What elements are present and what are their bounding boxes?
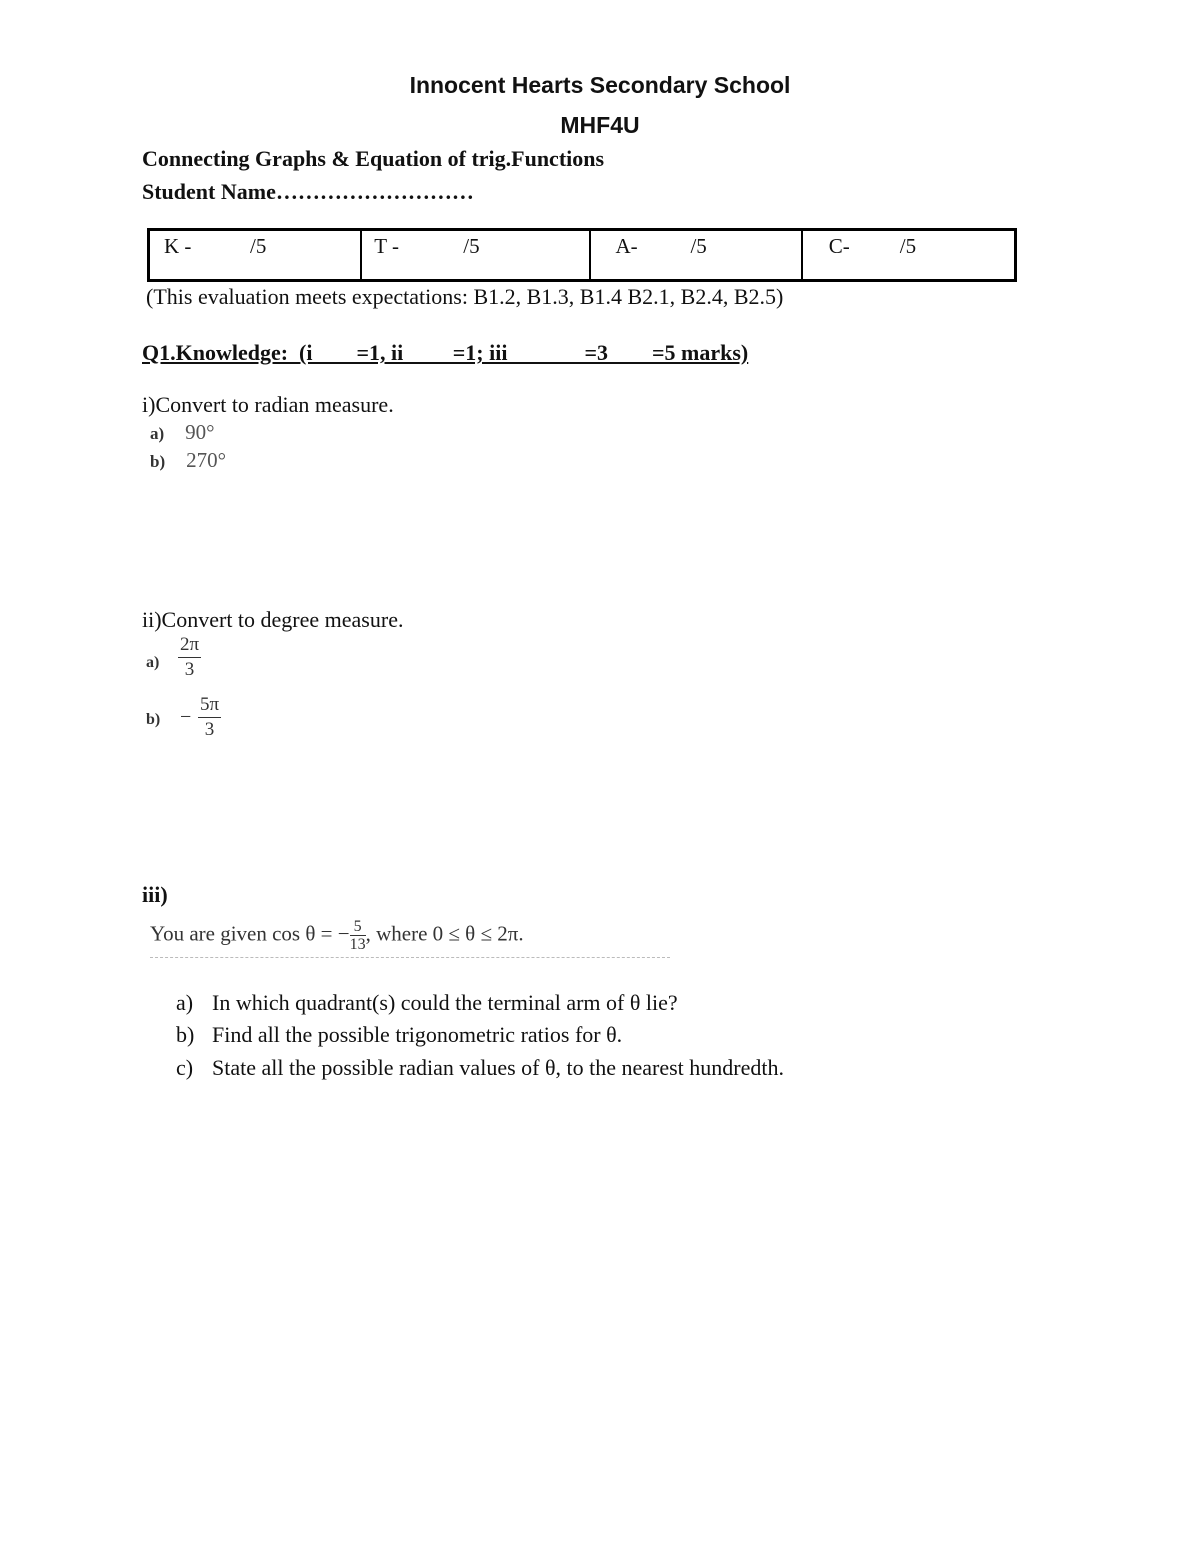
fraction-numerator: 5π [200, 694, 220, 715]
degree-value: 90° [185, 420, 215, 444]
minus-sign: − [180, 706, 192, 728]
given-prefix: You are given cos θ = − [150, 921, 350, 946]
question-a [176, 990, 678, 1016]
worksheet-title: Connecting Graphs & Equation of trig.Functions [142, 146, 605, 171]
fraction-bar [178, 657, 201, 658]
part-i-item-b [150, 448, 226, 473]
item-letter: a) [150, 424, 165, 443]
rubric-mark: /5 [899, 234, 917, 258]
q1-heading: Q1.Knowledge: (i =1, ii =1; iii =3 =5 marks) [142, 340, 749, 365]
given-fraction [350, 918, 366, 953]
part-iii-heading: iii) [142, 882, 168, 907]
rubric-cell-thinking [362, 231, 591, 279]
question-text: State all the possible radian values of θ, to the nearest hundredth. [212, 1055, 784, 1080]
degree-value: 270° [186, 448, 227, 472]
question-b [176, 1022, 622, 1048]
fraction-numerator: 5 [353, 918, 362, 935]
fraction-denominator: 3 [204, 719, 215, 740]
question-c [176, 1055, 784, 1081]
rubric-label: A- [615, 234, 638, 258]
question-text: In which quadrant(s) could the terminal arm of θ lie? [212, 990, 678, 1015]
fraction-denominator: 3 [184, 659, 195, 680]
question-letter: b) [176, 1022, 195, 1047]
part-ii-fraction-a [178, 634, 201, 681]
rubric-cell-communication [803, 231, 1014, 279]
question-text: Find all the possible trigonometric ratios for θ. [212, 1022, 623, 1047]
rubric-label: K - [164, 234, 192, 258]
fraction-numerator: 2π [180, 634, 200, 655]
item-letter: b) [146, 711, 161, 728]
rubric-mark: /5 [690, 234, 707, 258]
part-i-heading: i)Convert to radian measure. [142, 392, 394, 417]
rubric-cell-application [591, 231, 802, 279]
rubric-label: C- [828, 234, 850, 258]
clipped-line-divider [150, 957, 670, 958]
question-letter: c) [176, 1055, 194, 1080]
rubric-cell-knowledge [150, 231, 362, 279]
item-letter: b) [150, 452, 166, 471]
part-ii-fraction-b [198, 694, 221, 741]
rubric-mark: /5 [250, 234, 267, 258]
given-suffix: , where 0 ≤ θ ≤ 2π. [365, 921, 524, 946]
part-ii-heading: ii)Convert to degree measure. [142, 607, 404, 632]
fraction-denominator: 13 [349, 936, 366, 953]
fraction-bar [198, 717, 221, 718]
item-letter: a) [146, 654, 160, 671]
student-name-line: Student Name……………………… [142, 179, 474, 204]
rubric-mark: /5 [463, 234, 480, 258]
rubric-label: T - [374, 234, 399, 258]
part-i-item-a [150, 420, 215, 445]
rubric-table [147, 228, 1017, 282]
school-name: Innocent Hearts Secondary School [409, 72, 791, 98]
expectations-note: (This evaluation meets expectations: B1.2, B1.3, B1.4 B2.1, B2.4, B2.5) [146, 284, 784, 309]
course-code: MHF4U [560, 112, 640, 138]
given-statement [150, 918, 524, 953]
question-letter: a) [176, 990, 194, 1015]
